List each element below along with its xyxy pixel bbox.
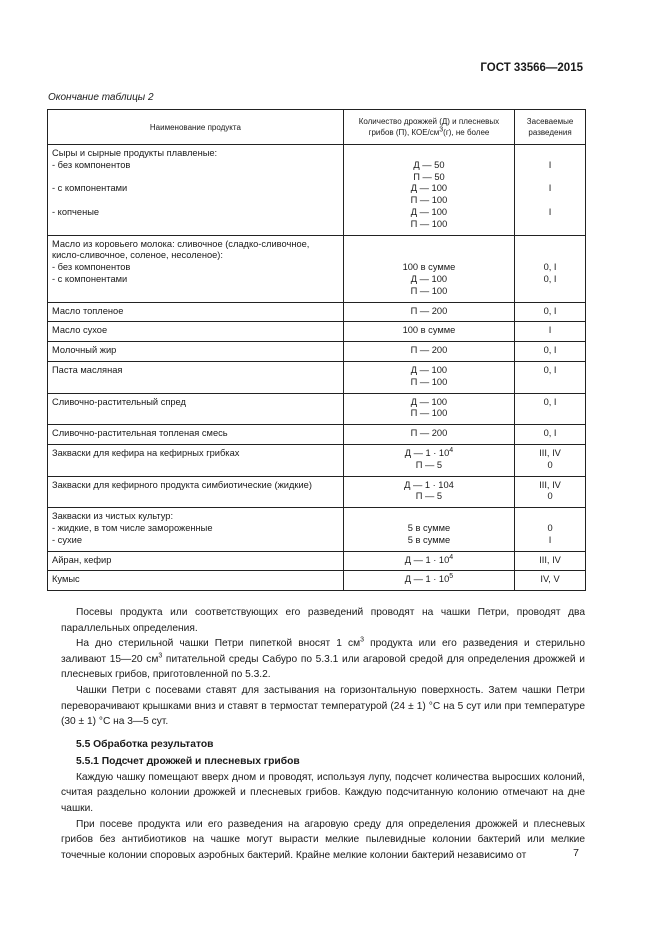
cell-dilution <box>515 571 586 591</box>
cell-line <box>348 148 510 160</box>
cell-line <box>519 511 581 523</box>
cell-line: Молочный жир <box>52 345 117 356</box>
cell-line: 100 в сумме <box>402 325 456 336</box>
cell-product-name <box>48 235 344 302</box>
superscript: 3 <box>158 652 163 660</box>
document-code: ГОСТ 33566—2015 <box>480 62 583 74</box>
cell-dilution <box>515 322 586 342</box>
cell-line: П — 50 <box>413 171 445 182</box>
cell-dilution <box>515 361 586 393</box>
cell-dilution <box>515 508 586 551</box>
header-product-name: Наименование продукта <box>48 110 344 145</box>
cell-count <box>343 342 514 362</box>
cell-line: Д — 100 <box>410 206 448 217</box>
header-count-sup: 3 <box>439 126 444 134</box>
count-base: Д — 1 · 10 <box>404 574 450 585</box>
cell-line: Д — 100 <box>410 364 448 375</box>
cell-line <box>348 448 510 460</box>
cell-line: I <box>548 159 552 170</box>
cell-line <box>52 195 339 207</box>
cell-line: 5 в сумме <box>407 522 451 533</box>
paragraph: Чашки Петри с посевами ставят для застывания на горизонтальную поверхность. Затем чашки Петри переворачивают крышками вниз и ставят в термостат температурой (24 ± 1) °С на 5 сут или при температуре (30 ± 1) °С на 3—5 сут. <box>61 684 585 728</box>
table-caption: Окончание таблицы 2 <box>48 92 154 103</box>
cell-line: Паста масляная <box>52 364 123 375</box>
cell-count <box>343 393 514 425</box>
count-base: Д — 1 · 10 <box>404 447 450 458</box>
subsection-heading: 5.5.1 Подсчет дрожжей и плесневых грибов <box>76 755 300 767</box>
cell-product-name <box>48 476 344 508</box>
cell-count <box>343 361 514 393</box>
paragraph-part: продукта или его разведения и стерильно заливают 15—20 см <box>61 638 585 665</box>
cell-line: - сухие <box>52 534 82 545</box>
cell-line: П — 100 <box>410 408 448 419</box>
cell-line: Кумыс <box>52 574 80 585</box>
cell-line: IV, V <box>540 574 560 585</box>
table-row <box>48 444 586 476</box>
cell-line: - с компонентами <box>52 183 128 194</box>
cell-line <box>519 219 581 231</box>
cell-product-name <box>48 571 344 591</box>
cell-line: Закваски для кефирного продукта симбиотические (жидкие) <box>52 479 312 490</box>
cell-line: Закваски из чистых культур: <box>52 511 174 522</box>
cell-line: П — 100 <box>410 195 448 206</box>
paragraph <box>61 636 585 683</box>
cell-dilution <box>515 393 586 425</box>
cell-line: III, IV <box>539 447 561 458</box>
count-exponent: 4 <box>449 553 454 561</box>
cell-line: Сыры и сырные продукты плавленые: <box>52 148 218 158</box>
cell-count <box>343 322 514 342</box>
cell-line: Сливочно-растительный спред <box>52 396 186 407</box>
cell-line: I <box>548 534 552 545</box>
microbiology-table <box>47 109 586 591</box>
table-row <box>48 476 586 508</box>
cell-product-name <box>48 145 344 236</box>
header-count-pre: Количество дрожжей (Д) и плесневых грибов (П), КОЕ/см <box>358 117 500 137</box>
cell-line: 0, I <box>543 273 557 284</box>
cell-product-name <box>48 425 344 445</box>
cell-count <box>343 571 514 591</box>
cell-line <box>519 250 581 262</box>
cell-line: Масло из коровьего молока: сливочное (сладко-сливочное, <box>52 238 310 249</box>
cell-count <box>343 145 514 236</box>
cell-line: III, IV <box>539 479 561 490</box>
cell-line: 0, I <box>543 396 557 407</box>
table-row <box>48 393 586 425</box>
cell-line: П — 200 <box>410 428 448 439</box>
cell-line: кисло-сливочное, соленое, несоленое): <box>52 250 223 261</box>
cell-line <box>519 408 581 420</box>
body-text <box>61 605 585 863</box>
cell-line <box>519 377 581 389</box>
cell-line: - копченые <box>52 206 100 217</box>
cell-line: 0, I <box>543 305 557 316</box>
cell-line: - с компонентами <box>52 273 128 284</box>
cell-line <box>52 408 339 420</box>
superscript: 3 <box>360 636 364 644</box>
table-row <box>48 361 586 393</box>
table-row <box>48 551 586 571</box>
cell-line: П — 200 <box>410 305 448 316</box>
cell-line <box>52 491 339 503</box>
table-row <box>48 145 586 236</box>
page-number: 7 <box>573 847 579 859</box>
cell-count <box>343 476 514 508</box>
cell-product-name <box>48 393 344 425</box>
cell-count <box>343 444 514 476</box>
cell-line <box>52 286 339 298</box>
header-count <box>343 110 514 145</box>
cell-line: Масло сухое <box>52 325 108 336</box>
cell-dilution <box>515 302 586 322</box>
cell-line: 5 в сумме <box>407 534 451 545</box>
cell-line: 0 <box>547 491 553 502</box>
cell-line: 100 в сумме <box>402 262 456 273</box>
cell-dilution <box>515 476 586 508</box>
cell-line: 0 <box>547 522 553 533</box>
cell-line <box>52 172 339 184</box>
cell-line: Д — 100 <box>410 183 448 194</box>
count-exponent: 4 <box>449 446 454 454</box>
cell-dilution <box>515 145 586 236</box>
cell-line <box>519 148 581 160</box>
cell-line <box>519 172 581 184</box>
table-row <box>48 322 586 342</box>
cell-dilution <box>515 425 586 445</box>
paragraph-part: На дно стерильной чашки Петри пипеткой вносят 1 см <box>76 638 361 650</box>
cell-line: I <box>548 206 552 217</box>
cell-product-name <box>48 361 344 393</box>
cell-dilution <box>515 342 586 362</box>
cell-line: III, IV <box>539 554 561 565</box>
cell-line: 0 <box>547 459 553 470</box>
cell-line: Д — 100 <box>410 273 448 284</box>
cell-line <box>348 250 510 262</box>
section-heading: 5.5 Обработка результатов <box>76 738 214 750</box>
cell-count <box>343 235 514 302</box>
cell-dilution <box>515 551 586 571</box>
cell-line: 0, I <box>543 364 557 375</box>
cell-line <box>52 460 339 472</box>
cell-line <box>519 239 581 251</box>
cell-line <box>52 219 339 231</box>
cell-line: П — 100 <box>410 218 448 229</box>
cell-line: Д — 50 <box>413 159 445 170</box>
cell-line: - жидкие, в том числе замороженные <box>52 522 213 533</box>
cell-line <box>52 377 339 389</box>
cell-line: 0, I <box>543 262 557 273</box>
cell-product-name <box>48 302 344 322</box>
cell-product-name <box>48 444 344 476</box>
cell-product-name <box>48 508 344 551</box>
cell-count <box>343 508 514 551</box>
cell-line: I <box>548 325 552 336</box>
count-base: Д — 1 · 10 <box>404 554 450 565</box>
cell-product-name <box>48 322 344 342</box>
cell-line: - без компонентов <box>52 159 131 170</box>
header-dilutions: Засеваемые разведения <box>515 110 586 145</box>
cell-line: 0, I <box>543 345 557 356</box>
cell-line: Д — 100 <box>410 396 448 407</box>
header-count-post: (г), не более <box>443 128 490 137</box>
table-row <box>48 302 586 322</box>
paragraph: Каждую чашку помещают вверх дном и проводят, используя лупу, подсчет количества выросших колоний, считая раздельно колонии дрожжей и плесневых грибов. Каждую подсчитанную колонию отмечают на дне чашки. <box>61 771 585 814</box>
count-exponent: 5 <box>449 573 454 581</box>
paragraph: Посевы продукта или соответствующих его разведений проводят на чашки Петри, проводят два параллельных определения. <box>61 607 585 634</box>
cell-line: Д — 1 · 104 <box>404 479 454 490</box>
cell-line <box>348 555 510 567</box>
cell-line <box>519 286 581 298</box>
table-header-row <box>48 110 586 145</box>
cell-line: Масло топленое <box>52 305 124 316</box>
paragraph: При посеве продукта или его разведения на агаровую среду для определения дрожжей и плесневых грибов без антибиотиков на чашке могут вырасти мелкие пылевидные колонии бактерий или мелкие точечные колонии споровых аэробных бактерий. Крайне мелкие колонии бактерий независимо от <box>61 818 585 861</box>
cell-count <box>343 425 514 445</box>
paragraph-part: питательной среды Сабуро по 5.3.1 или агаровой средой для определения дрожжей и плесневых грибов, приготовленной по 5.3.2. <box>61 653 585 681</box>
table-row <box>48 342 586 362</box>
cell-line <box>348 511 510 523</box>
cell-line <box>348 574 510 586</box>
table-row <box>48 425 586 445</box>
cell-count <box>343 551 514 571</box>
cell-line: Айран, кефир <box>52 554 112 565</box>
table-row <box>48 571 586 591</box>
cell-product-name <box>48 551 344 571</box>
cell-line: Закваски для кефира на кефирных грибках <box>52 447 240 458</box>
cell-line: П — 100 <box>410 285 448 296</box>
cell-line: П — 100 <box>410 376 448 387</box>
table-row <box>48 235 586 302</box>
cell-line: 0, I <box>543 428 557 439</box>
cell-line <box>519 195 581 207</box>
cell-dilution <box>515 444 586 476</box>
cell-count <box>343 302 514 322</box>
table-row <box>48 508 586 551</box>
cell-line: Сливочно-растительная топленая смесь <box>52 428 228 439</box>
cell-line: П — 5 <box>415 459 443 470</box>
cell-dilution <box>515 235 586 302</box>
cell-line: - без компонентов <box>52 262 131 273</box>
cell-line <box>348 239 510 251</box>
cell-line: I <box>548 183 552 194</box>
cell-line: П — 5 <box>415 491 443 502</box>
cell-line: П — 200 <box>410 345 448 356</box>
cell-product-name <box>48 342 344 362</box>
